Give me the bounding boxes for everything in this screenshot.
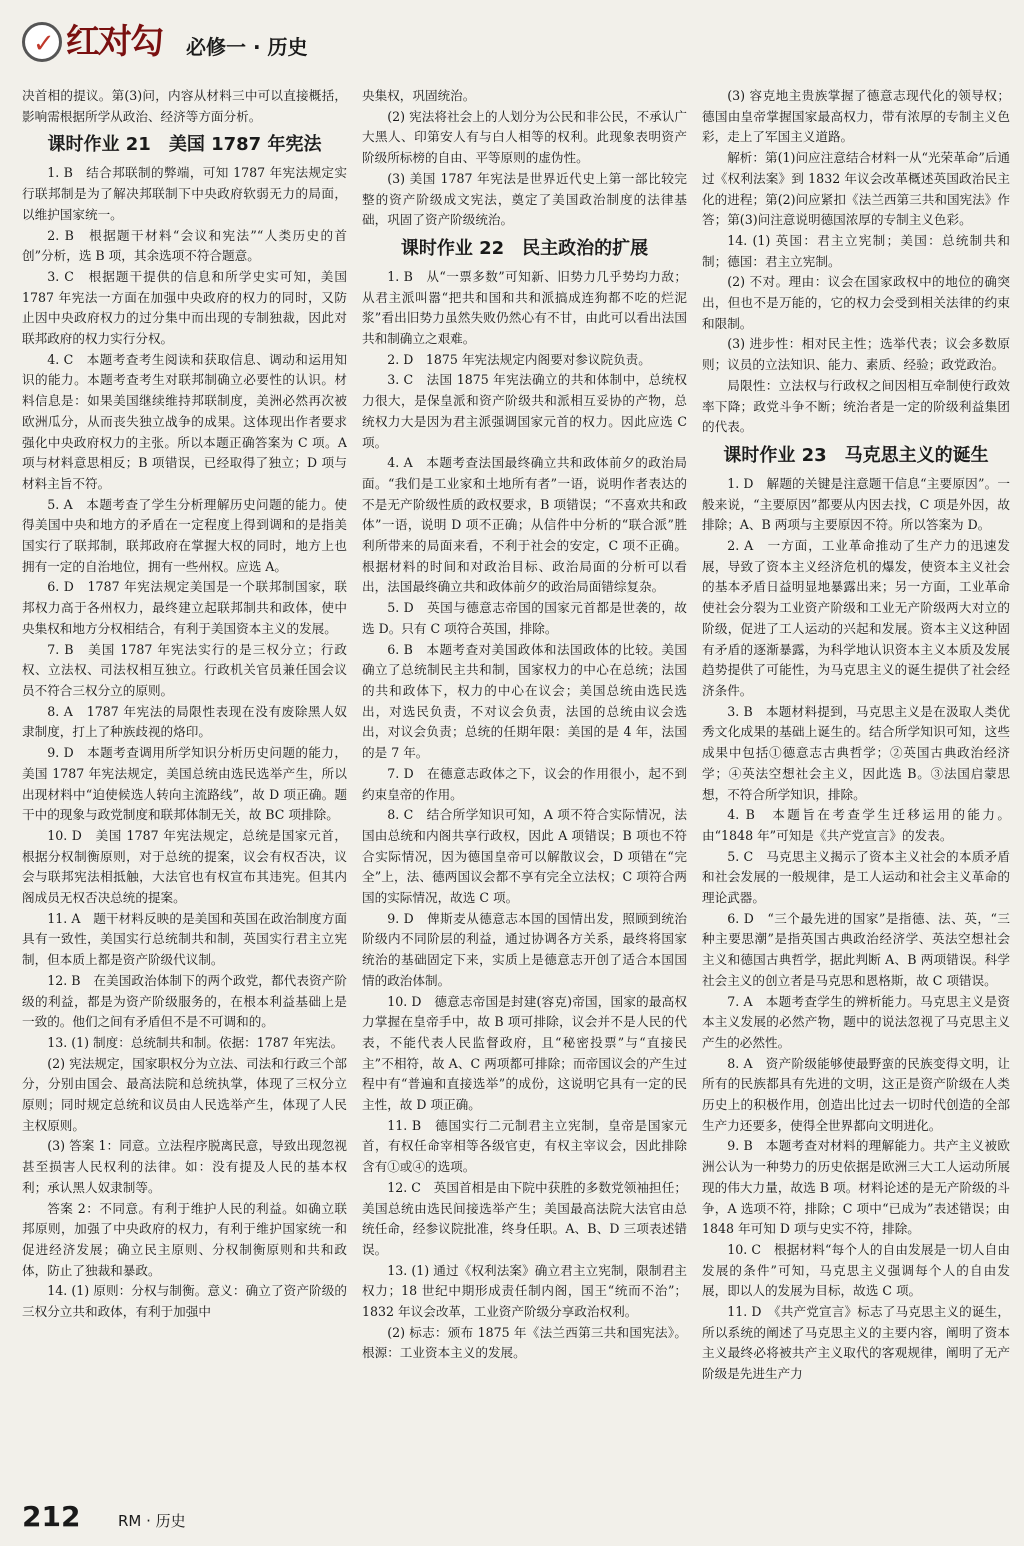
answer-paragraph: 6. D 1787 年宪法规定美国是一个联邦制国家，联邦权力高于各州权力，最终建立起联邦制共和政体，使中央集权和地方分权相结合，有利于美国资本主义的发展。 <box>22 579 347 636</box>
answer-paragraph: (3) 容克地主贵族掌握了德意志现代化的领导权；德国由皇帝掌握国家最高权力，带有浓厚的专制主义色彩，走上了军国主义道路。 <box>702 88 1010 145</box>
answer-paragraph: 央集权，巩固统治。 <box>362 88 476 103</box>
answer-columns <box>22 86 1010 1481</box>
answer-paragraph: 局限性：立法权与行政权之间因相互牵制使行政效率下降；政党斗争不断；统治者是一定的阶级利益集团的代表。 <box>702 377 1010 435</box>
column-right <box>702 86 1010 1481</box>
answer-paragraph: 7. A 本题考查学生的辨析能力。马克思主义是资本主义发展的必然产物，题中的说法忽视了马克思主义产生的必然性。 <box>702 993 1010 1050</box>
answer-paragraph: 4. C 本题考查考生阅读和获取信息、调动和运用知识的能力。本题考查考生对联邦制确立必要性的认识。材料信息是：如果美国继续维持邦联制度，美洲必然再次被欧洲瓜分，从而丧失独立战争的成果。这体现出作者要求强化中央政府权力的主张。所以本题正确答案为 C 项。A 项与材料意思相反；B 项错误，已经取得了独立；D 项与材料主旨不符。 <box>22 351 347 491</box>
answer-paragraph: 6. B 本题考查对美国政体和法国政体的比较。美国确立了总统制民主共和制，国家权力的中心在总统；法国的共和政体下，权力的中心在议会；美国总统由选民选出，对选民负责，不对议会负责，法国的总统由议会选出，对议会负责；总统的任期年限：美国的是 4 年，法国的是 7 年。 <box>362 641 687 761</box>
answer-paragraph: 10. D 美国 1787 年宪法规定，总统是国家元首，根据分权制衡原则，对于总统的提案，议会有权否决，议会与联邦宪法相抵触，大法官也有权宣布其违宪。但其内阁成员无权否决总统的提案。 <box>22 827 347 906</box>
brand-logo <box>22 18 172 68</box>
answer-paragraph: 2. A 一方面，工业革命推动了生产力的迅速发展，导致了资本主义经济危机的爆发，使资本主义社会的基本矛盾日益明显地暴露出来；另一方面，工业革命使社会分裂为工业资产阶级和工业无产阶级两大对立的阶级，促进了工人运动的兴起和发展。资本主义这种固有矛盾的逐渐暴露，为科学地认识资本主义本质及发展趋势提供了可能性，为马克思主义的诞生提供了社会经济条件。 <box>702 538 1010 698</box>
answer-paragraph: 2. B 根据题干材料“会议和宪法”“人类历史的首创”分析，选 B 项，其余选项不符合题意。 <box>22 227 347 264</box>
answer-paragraph: 6. D “三个最先进的国家”是指德、法、英，“三种主要思潮”是指英国古典政治经济学、英法空想社会主义和德国古典哲学，据此判断 A、B 两项错误。科学社会主义的创立者是马克思和恩格斯，故 C 项错误。 <box>702 910 1010 988</box>
answer-paragraph: 5. A 本题考查了学生分析理解历史问题的能力。使得美国中央和地方的矛盾在一定程度上得到调和的是指美国实行了联邦制，联邦政府在掌握大权的同时，地方上也拥有一定的自治地位，拥有一些州权。应选 A。 <box>22 496 347 574</box>
answer-paragraph: (2) 宪法将社会上的人划分为公民和非公民，不承认广大黑人、印第安人有与白人相等的权利。此现象表明资产阶级所标榜的自由、平等原则的虚伪性。 <box>362 108 687 166</box>
answer-paragraph: 决首相的提议。第(3)问，内容从材料三中可以直接概括，影响需根据所学从政治、经济等方面分析。 <box>22 88 347 124</box>
answer-paragraph: 4. B 本题旨在考查学生迁移运用的能力。由“1848 年”可知是《共产党宣言》的发表。 <box>702 807 1010 843</box>
answer-paragraph: 10. D 德意志帝国是封建(容克)帝国，国家的最高权力掌握在皇帝手中，故 B 项可排除，议会并不是人民的代表，不能代表人民监督政府，且“秘密投票”与“直接民主”不相符，故 A、C 两项都可排除；而帝国议会的产生过程中有“普遍和直接选举”的成份，这说明它具有一定的民主性，故 D 项正确。 <box>362 993 687 1113</box>
answer-paragraph: 11. A 题干材料反映的是美国和英国在政治制度方面具有一致性，美国实行总统制共和制，英国实行君主立宪制，但本质上都是资产阶级代议制。 <box>22 910 347 968</box>
logo-emblem <box>22 22 62 62</box>
section-heading: 课时作业 23 马克思主义的诞生 <box>723 444 989 466</box>
answer-paragraph: 3. C 法国 1875 年宪法确立的共和体制中，总统权力很大，是保皇派和资产阶级共和派相互妥协的产物，总统权力大是因为君主派强调国家元首的权力。因此应选 C 项。 <box>362 372 687 450</box>
page-header <box>0 0 1024 80</box>
answer-paragraph: 11. B 德国实行二元制君主立宪制，皇帝是国家元首，有权任命宰相等各级官吏，有权主宰议会，因此排除含有①或④的选项。 <box>362 1117 687 1175</box>
section-heading: 课时作业 21 美国 1787 年宪法 <box>47 134 322 156</box>
answer-paragraph: (3) 答案 1：同意。立法程序脱离民意，导致出现忽视甚至损害人民权利的法律。如：没有提及人民的基本权利；承认黑人奴隶制等。 <box>22 1138 347 1195</box>
answer-paragraph: (2) 不对。理由：议会在国家政权中的地位的确突出，但也不是万能的，它的权力会受到相关法律的约束和限制。 <box>702 274 1010 331</box>
answer-paragraph: 14. (1) 原则：分权与制衡。意义：确立了资产阶级的三权分立共和政体，有利于加强中 <box>22 1283 347 1320</box>
answer-paragraph: 5. C 马克思主义揭示了资本主义社会的本质矛盾和社会发展的一般规律，是工人运动和社会主义革命的理论武器。 <box>702 848 1010 906</box>
answer-paragraph: 12. C 英国首相是由下院中获胜的多数党领袖担任；美国总统由选民间接选举产生；美国最高法院大法官由总统任命，经参议院批准，终身任职。A、B、D 三项表述错误。 <box>362 1179 687 1257</box>
answer-paragraph: 9. D 本题考查调用所学知识分析历史问题的能力，美国 1787 年宪法规定，美国总统由选民选举产生，所以出现材料中“迫使候选人转向主流路线”，故 D 项正确。题干中的现象与政党制度和联邦体制无关，故 BC 项排除。 <box>22 745 347 823</box>
answer-paragraph: 解析：第(1)问应注意结合材料一从“光荣革命”后通过《权利法案》到 1832 年议会改革概述英国政治民主化的进程；第(2)问应紧扣《法兰西第三共和国宪法》作答；第(3)问注意说明德国浓厚的专制主义色彩。 <box>702 150 1010 228</box>
answer-paragraph: 1. D 解题的关键是注意题干信息“主要原因”。一般来说，“主要原因”都要从内因去找，C 项是外因，故排除；A、B 两项与主要原因不符。所以答案为 D。 <box>702 475 1010 533</box>
answer-paragraph: (3) 美国 1787 年宪法是世界近代史上第一部比较完整的资产阶级成文宪法，奠定了美国政治制度的法律基础，巩固了资产阶级统治。 <box>362 170 687 228</box>
series-title: 必修一 · 历史 <box>186 35 308 59</box>
answer-paragraph: 4. A 本题考查法国最终确立共和政体前夕的政治局面。“我们是工业家和土地所有者”一语，说明作者表达的不是无产阶级性质的政权要求，B 项错误；“不喜欢共和政体”一语，说明 D 项不正确；从信件中分析的“联合派”胜利所带来的局面来看，不利于社会的安定，C 项不正确。根据材料的时间和对政治目标、政治局面的分析可以看出，法国最终确立共和政体前夕的政治局面错综复杂。 <box>362 455 687 595</box>
answer-paragraph: 13. (1) 通过《权利法案》确立君主立宪制，限制君主权力；18 世纪中期形成责任制内阁，国王“统而不治”；1832 年议会改革，工业资产阶级分享政治权利。 <box>362 1262 687 1320</box>
answer-paragraph: 3. B 本题材料提到，马克思主义是在汲取人类优秀文化成果的基础上诞生的。结合所学知识可知，这些成果中包括①德意志古典哲学；②英国古典政治经济学；④英法空想社会主义，因此选 B。③法国启蒙思想，不符合所学知识，排除。 <box>702 703 1010 802</box>
answer-paragraph: 9. D 俾斯麦从德意志本国的国情出发，照顾到统治阶级内不同阶层的利益，通过协调各方关系，最终将国家统治的基础固定下来，实质上是德意志开创了适合本国国情的政治体制。 <box>362 910 687 988</box>
answer-paragraph: 10. C 根据材料“每个人的自由发展是一切人自由发展的条件”可知，马克思主义强调每个人的自由发展，即以人的发展为目标，故选 C 项。 <box>702 1241 1010 1299</box>
answer-paragraph: (2) 宪法规定，国家职权分为立法、司法和行政三个部分，分别由国会、最高法院和总统执掌，体现了三权分立原则；同时规定总统和议员由人民选举产生，体现了人民主权原则。 <box>22 1055 347 1133</box>
checkmark-icon: ✓ <box>33 29 55 59</box>
answer-paragraph: 2. D 1875 年宪法规定内阁要对参议院负责。 <box>387 351 651 367</box>
answer-paragraph: 8. A 1787 年宪法的局限性表现在没有废除黑人奴隶制度，打上了种族歧视的烙印。 <box>22 703 347 740</box>
answer-paragraph: (3) 进步性：相对民主性；选举代表；议会多数原则；议员的立法知识、能力、素质、经验；政党政治。 <box>702 336 1010 373</box>
answer-paragraph: 9. B 本题考查对材料的理解能力。共产主义被欧洲公认为一种势力的历史依据是欧洲三大工人运动所展现的伟大力量，故选 B 项。材料论述的是无产阶级的斗争，A 选项不符，排除；C 项中“已成为”表述错误；由 1848 年可知 D 项与史实不符，排除。 <box>702 1138 1010 1237</box>
answer-paragraph: 8. C 结合所学知识可知，A 项不符合实际情况，法国由总统和内阁共享行政权，因此 A 项错误；B 项也不符合实际情况，因为德国皇帝可以解散议会，D 项错在“完全”上，法、德两国议会都不享有完全立法权；C 项符合两国的实际情况，故选 C 项。 <box>362 807 687 906</box>
answer-paragraph: 12. B 在美国政治体制下的两个政党，都代表资产阶级的利益，都是为资产阶级服务的，在根本利益基础上是一致的。他们之间有矛盾但不是不可调和的。 <box>22 972 347 1030</box>
logo-text: 红对勾 <box>66 22 162 62</box>
answer-paragraph: 5. D 英国与德意志帝国的国家元首都是世袭的，故选 D。只有 C 项符合英国，排除。 <box>362 600 687 636</box>
answer-paragraph: (2) 标志：颁布 1875 年《法兰西第三共和国宪法》。根源：工业资本主义的发展。 <box>362 1324 687 1361</box>
answer-paragraph: 3. C 根据题干提供的信息和所学史实可知，美国 1787 年宪法一方面在加强中央政府的权力的同时，又防止因中央政府权力的过分集中而出现的专制独裁，因此对联邦政府的权力实行分权。 <box>22 268 347 347</box>
answer-paragraph: 7. B 美国 1787 年宪法实行的是三权分立；行政权、立法权、司法权相互独立。行政机关官员兼任国会议员不符合三权分立的原则。 <box>22 641 347 698</box>
answer-paragraph: 11. D 《共产党宣言》标志了马克思主义的诞生，所以系统的阐述了马克思主义的主要内容，阐明了资本主义最终必将被共产主义取代的客观规律，阐明了无产阶级是先进生产力 <box>702 1304 1010 1382</box>
page-number: 212 <box>22 1500 81 1533</box>
answer-paragraph: 1. B 结合邦联制的弊端，可知 1787 年宪法规定实行联邦制是为了解决邦联制下中央政府软弱无力的局面，以维护国家统一。 <box>22 165 347 222</box>
answer-paragraph: 1. B 从“一票多数”可知新、旧势力几乎势均力敌；从君主派叫嚣“把共和国和共和派搞成连狗都不吃的烂泥浆”看出旧势力虽然失败仍然心有不甘，由此可以看出法国共和制确立之艰难。 <box>362 268 687 347</box>
answer-paragraph: 答案 2：不同意。有利于维护人民的利益。如确立联邦原则，加强了中央政府的权力，有利于维护国家统一和促进经济发展；确立民主原则、分权制衡原则和共和政体，防止了独裁和暴政。 <box>22 1200 347 1278</box>
answer-paragraph: 7. D 在德意志政体之下，议会的作用很小，起不到约束皇帝的作用。 <box>362 765 687 802</box>
answer-paragraph: 14. (1) 英国：君主立宪制；美国：总统制共和制；德国：君主立宪制。 <box>702 232 1010 269</box>
section-heading: 课时作业 22 民主政治的扩展 <box>400 237 649 259</box>
column-middle <box>362 86 687 1481</box>
answer-paragraph: 13. (1) 制度：总统制共和制。依据：1787 年宪法。 <box>47 1034 344 1050</box>
footer-label: RM · 历史 <box>118 1512 186 1530</box>
column-left <box>22 86 347 1481</box>
answer-paragraph: 8. A 资产阶级能够使最野蛮的民族变得文明，让所有的民族都具有先进的文明，这正是资产阶级在人类历史上的积极作用，创造出比过去一切时代创造的全部生产力还要多，使得全世界都向文明进化。 <box>702 1055 1010 1133</box>
page-footer <box>22 1500 1002 1540</box>
